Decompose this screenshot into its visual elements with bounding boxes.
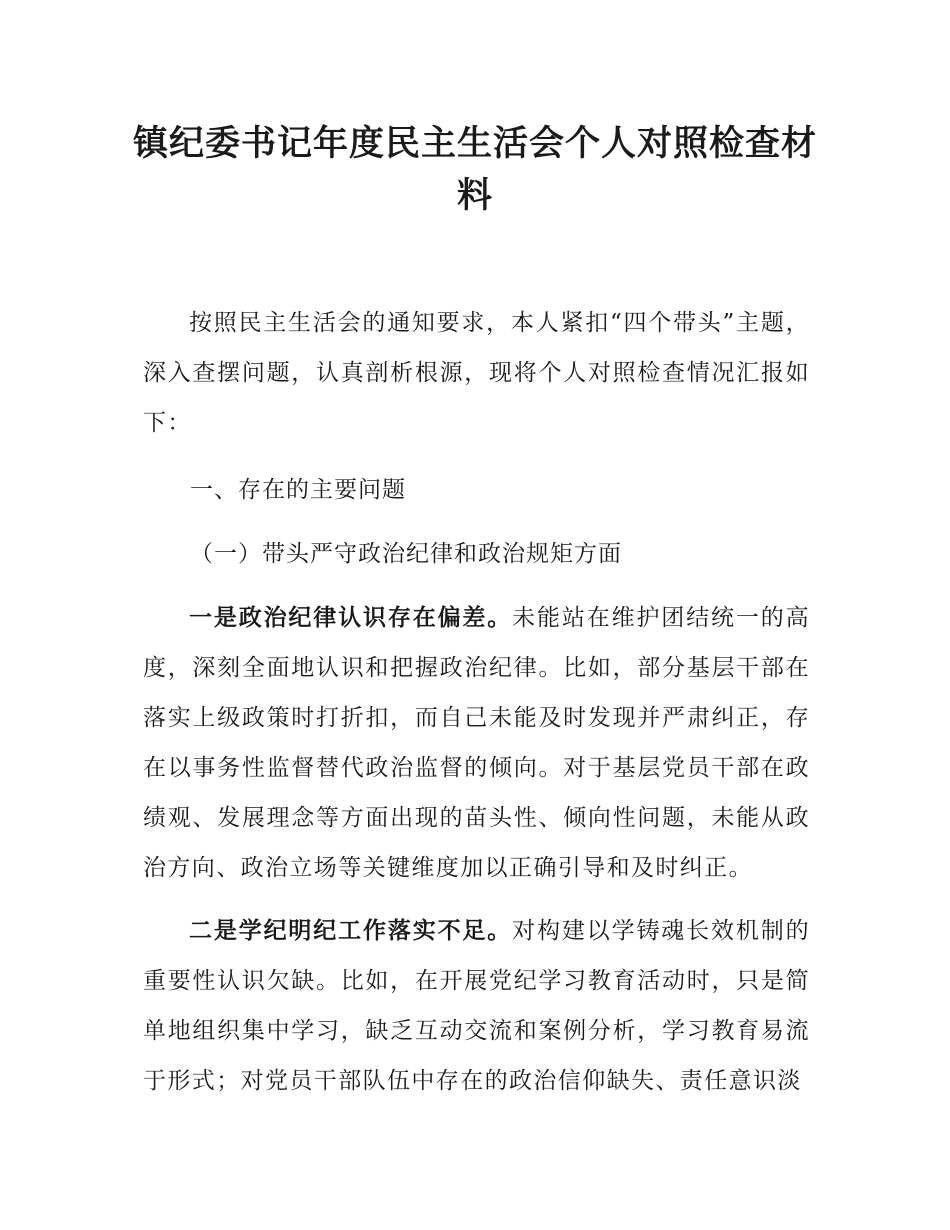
point-paragraph-2 — [143, 906, 810, 1106]
point-lead-1: 一是政治纪律认识存在偏差。 — [189, 605, 513, 631]
point-text-1: 未能站在维护团结统一的高度，深刻全面地认识和把握政治纪律。比如，部分基层干部在落实上级政策时打折扣，而自己未能及时发现并严肃纠正，存在以事务性监督替代政治监督的倾向。对于基层党员干部在政绩观、发展理念等方面出现的苗头性、倾向性问题，未能从政治方向、政治立场等关键维度加以正确引导和及时纠正。 — [143, 605, 810, 881]
section-heading: 一、存在的主要问题 — [190, 477, 406, 503]
point-paragraph-1 — [143, 593, 810, 893]
subsection-heading: （一）带头严守政治纪律和政治规矩方面 — [190, 541, 622, 567]
point-lead-2: 二是学纪明纪工作落实不足。 — [189, 918, 513, 944]
point-text-2: 对构建以学铸魂长效机制的重要性认识欠缺。比如，在开展党纪学习教育活动时，只是简单地组织集中学习，缺乏互动交流和案例分析，学习教育易流于形式；对党员干部队伍中存在的政治信仰缺失、责任意识淡 — [143, 918, 810, 1094]
document-title: 镇纪委书记年度民主生活会个人对照检查材料 — [132, 124, 817, 216]
intro-paragraph: 按照民主生活会的通知要求，本人紧扣“四个带头”主题，深入查摆问题，认真剖析根源，现将个人对照检查情况汇报如下： — [143, 310, 810, 436]
